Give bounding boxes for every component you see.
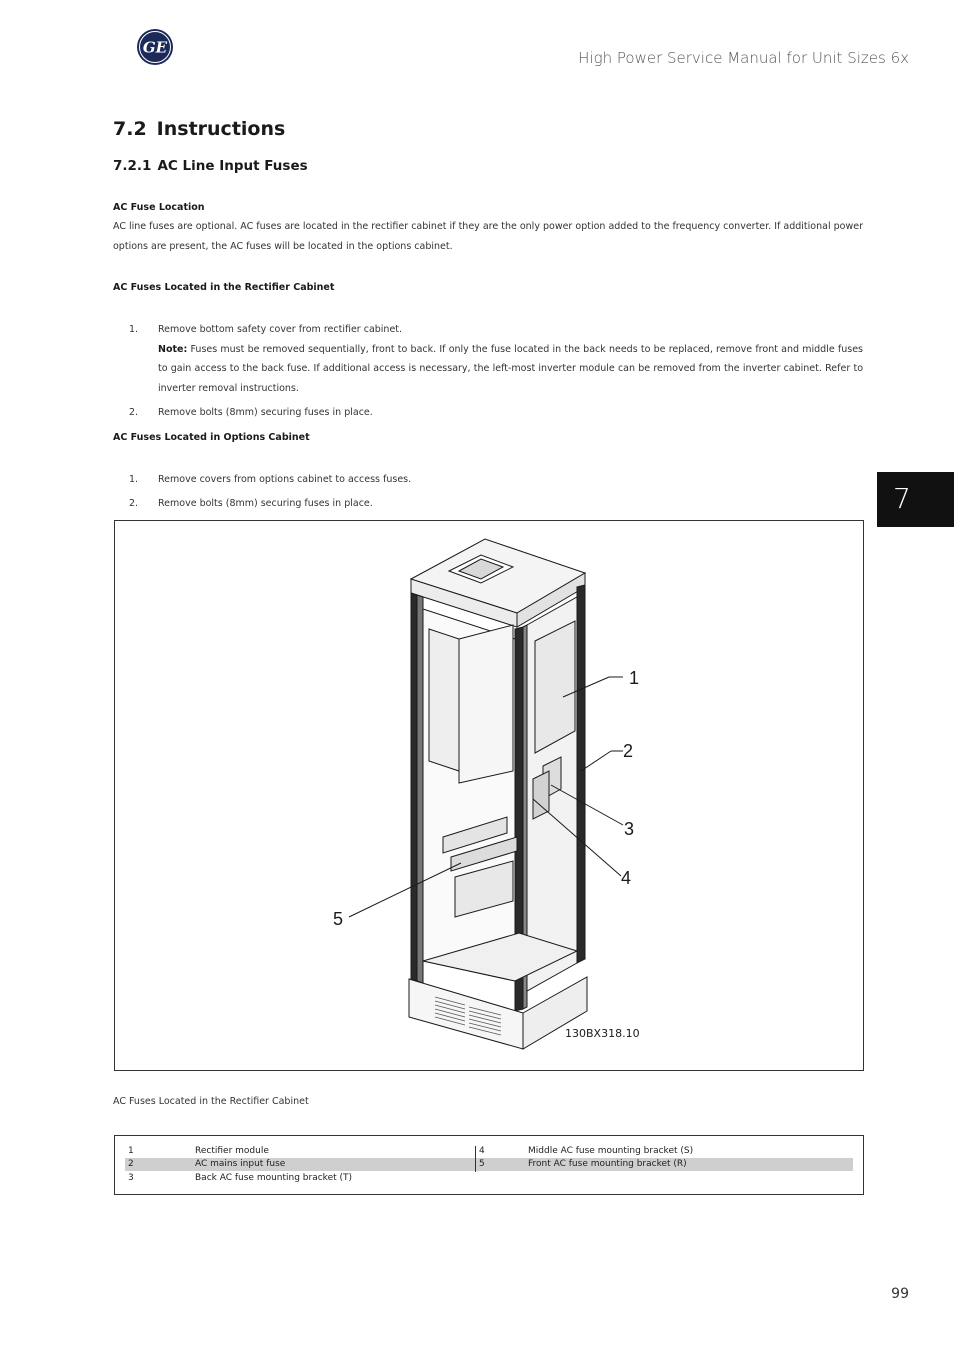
page-number: 99 [891,1286,909,1302]
note-text: Fuses must be removed sequentially, front to back. If only the fuse located in the back needs to be replaced, remove front and middle fuses to gain access to the back fuse. If additional access is necessary, the left-most inverter module can be removed from the inverter cabinet. Refer to inverter removal instructions. [158,343,863,394]
step-number: 2. [129,407,139,418]
legend-number: 1 [128,1146,134,1156]
manual-title: High Power Service Manual for Unit Sizes 6x [578,49,909,67]
logo-text: GE [142,38,168,57]
chapter-number: 7 [893,482,911,515]
legend-label: Back AC fuse mounting bracket (T) [195,1173,353,1183]
step-number: 1. [129,474,139,485]
callout-5: 5 [333,909,344,929]
legend-number: 5 [479,1159,485,1169]
legend-number: 2 [128,1159,134,1169]
legend-label: AC mains input fuse [195,1159,286,1169]
legend-number: 4 [479,1146,485,1156]
figure-caption: AC Fuses Located in the Rectifier Cabinet [113,1096,309,1107]
callout-1: 1 [629,668,640,688]
legend-label: Front AC fuse mounting bracket (R) [528,1159,687,1169]
legend-label: Rectifier module [195,1146,269,1156]
cabinet-figure [114,520,864,1071]
subsection-title [113,158,308,174]
note-label: Note: [158,343,188,355]
step-instruction: Remove bolts (8mm) securing fuses in place. [158,407,373,418]
legend-row [125,1145,475,1158]
step-instruction: Remove bolts (8mm) securing fuses in place. [158,498,373,509]
section-title-text: Instructions [156,118,286,140]
legend-number: 3 [128,1173,134,1183]
subsection-title-text: AC Line Input Fuses [157,158,308,174]
ge-logo-icon [136,28,174,66]
legend-row [125,1172,475,1185]
legend-label: Middle AC fuse mounting bracket (S) [528,1146,694,1156]
figure-code: 130BX318.10 [565,1027,640,1040]
fuse-location-heading: AC Fuse Location [113,202,205,213]
legend-row [476,1145,853,1158]
callout-2: 2 [623,741,634,761]
callout-3: 3 [624,819,635,839]
chapter-tab [877,472,954,527]
legend-row [476,1158,853,1171]
legend-table [114,1135,864,1195]
step-number: 2. [129,498,139,509]
section-title [113,118,285,140]
callout-4: 4 [621,868,632,888]
fuse-location-paragraph: AC line fuses are optional. AC fuses are located in the rectifier cabinet if they are the only power option added to the frequency converter. If additional power options are present, the AC fuses will be located in the options cabinet. [113,221,863,252]
options-cabinet-heading: AC Fuses Located in Options Cabinet [113,432,310,443]
subsection-number: 7.2.1 [113,158,152,174]
step-instruction: Remove covers from options cabinet to access fuses. [158,474,412,485]
section-number: 7.2 [113,118,147,140]
step-number: 1. [129,324,139,335]
legend-row [125,1158,475,1171]
rectifier-cabinet-heading: AC Fuses Located in the Rectifier Cabinet [113,282,335,293]
rectifier-cabinet-drawing [115,521,863,1070]
step-text [158,320,863,398]
step-instruction: Remove bottom safety cover from rectifier cabinet. [158,324,403,335]
